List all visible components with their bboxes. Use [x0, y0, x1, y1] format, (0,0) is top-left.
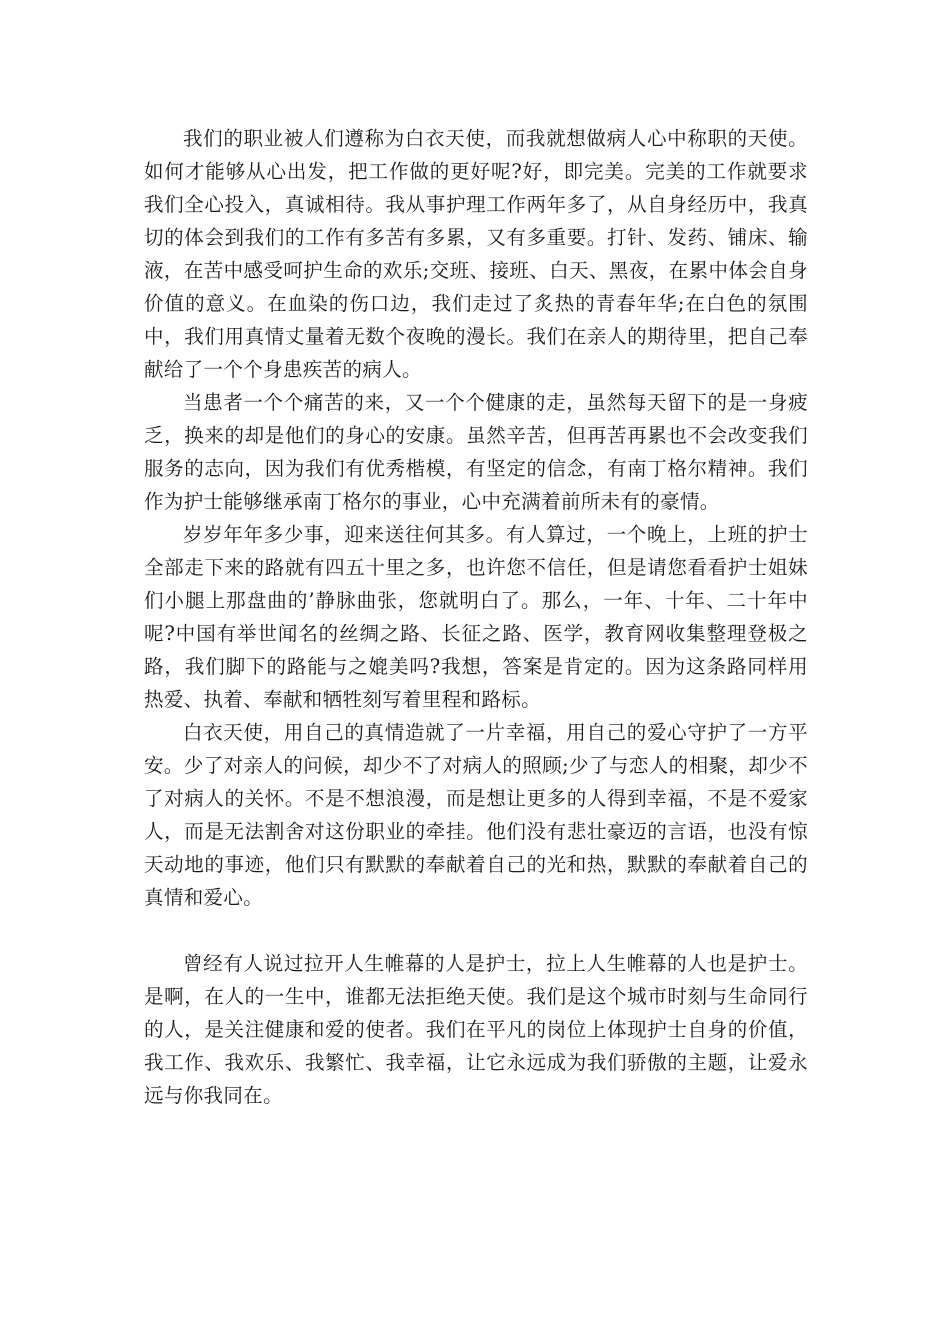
paragraph-5: 曾经有人说过拉开人生帷幕的人是护士，拉上人生帷幕的人也是护士。是啊，在人的一生中，谁都无法拒绝天使。我们是这个城市时刻与生命同行的人，是关注健康和爱的使者。我们在平凡的岗位上体现护士自身的价值，我工作、我欢乐、我繁忙、我幸福，让它永远成为我们骄傲的主题，让爱永远与你我同在。 [144, 952, 808, 1107]
paragraph-spacer [144, 914, 808, 947]
paragraph-3: 岁岁年年多少事，迎来送往何其多。有人算过，一个晚上，上班的护士全部走下来的路就有四五十里之多，也许您不信任，但是请您看看护士姐妹们小腿上那盘曲的’静脉曲张，您就明白了。那么，一年、十年、二十年中呢?中国有举世闻名的丝绸之路、长征之路、医学，教育网收集整理登极之路，我们脚下的路能与之媲美吗?我想，答案是肯定的。因为这条路同样用热爱、执着、奉献和牺牲刻写着里程和路标。 [144, 523, 808, 711]
paragraph-4: 白衣天使，用自己的真情造就了一片幸福，用自己的爱心守护了一方平安。少了对亲人的问候，却少不了对病人的照顾;少了与恋人的相聚，却少不了对病人的关怀。不是不想浪漫，而是想让更多的人得到幸福，不是不爱家人，而是无法割舍对这份职业的牵挂。他们没有悲壮豪迈的言语，也没有惊天动地的事迹，他们只有默默的奉献着自己的光和热，默默的奉献着自己的真情和爱心。 [144, 721, 808, 909]
document-body [144, 122, 808, 1112]
paragraph-2: 当患者一个个痛苦的来，又一个个健康的走，虽然每天留下的是一身疲乏，换来的却是他们的身心的安康。虽然辛苦，但再苦再累也不会改变我们服务的志向，因为我们有优秀楷模，有坚定的信念，有南丁格尔精神。我们作为护士能够继承南丁格尔的事业，心中充满着前所未有的豪情。 [144, 391, 808, 513]
paragraph-1: 我们的职业被人们遵称为白衣天使，而我就想做病人心中称职的天使。如何才能够从心出发，把工作做的更好呢?好，即完美。完美的工作就要求我们全心投入，真诚相待。我从事护理工作两年多了，从自身经历中，我真切的体会到我们的工作有多苦有多累，又有多重要。打针、发药、铺床、输液，在苦中感受呵护生命的欢乐;交班、接班、白天、黑夜，在累中体会自身价值的意义。在血染的伤口边，我们走过了炙热的青春年华;在白色的氛围中，我们用真情丈量着无数个夜晚的漫长。我们在亲人的期待里，把自己奉献给了一个个身患疾苦的病人。 [144, 127, 808, 381]
